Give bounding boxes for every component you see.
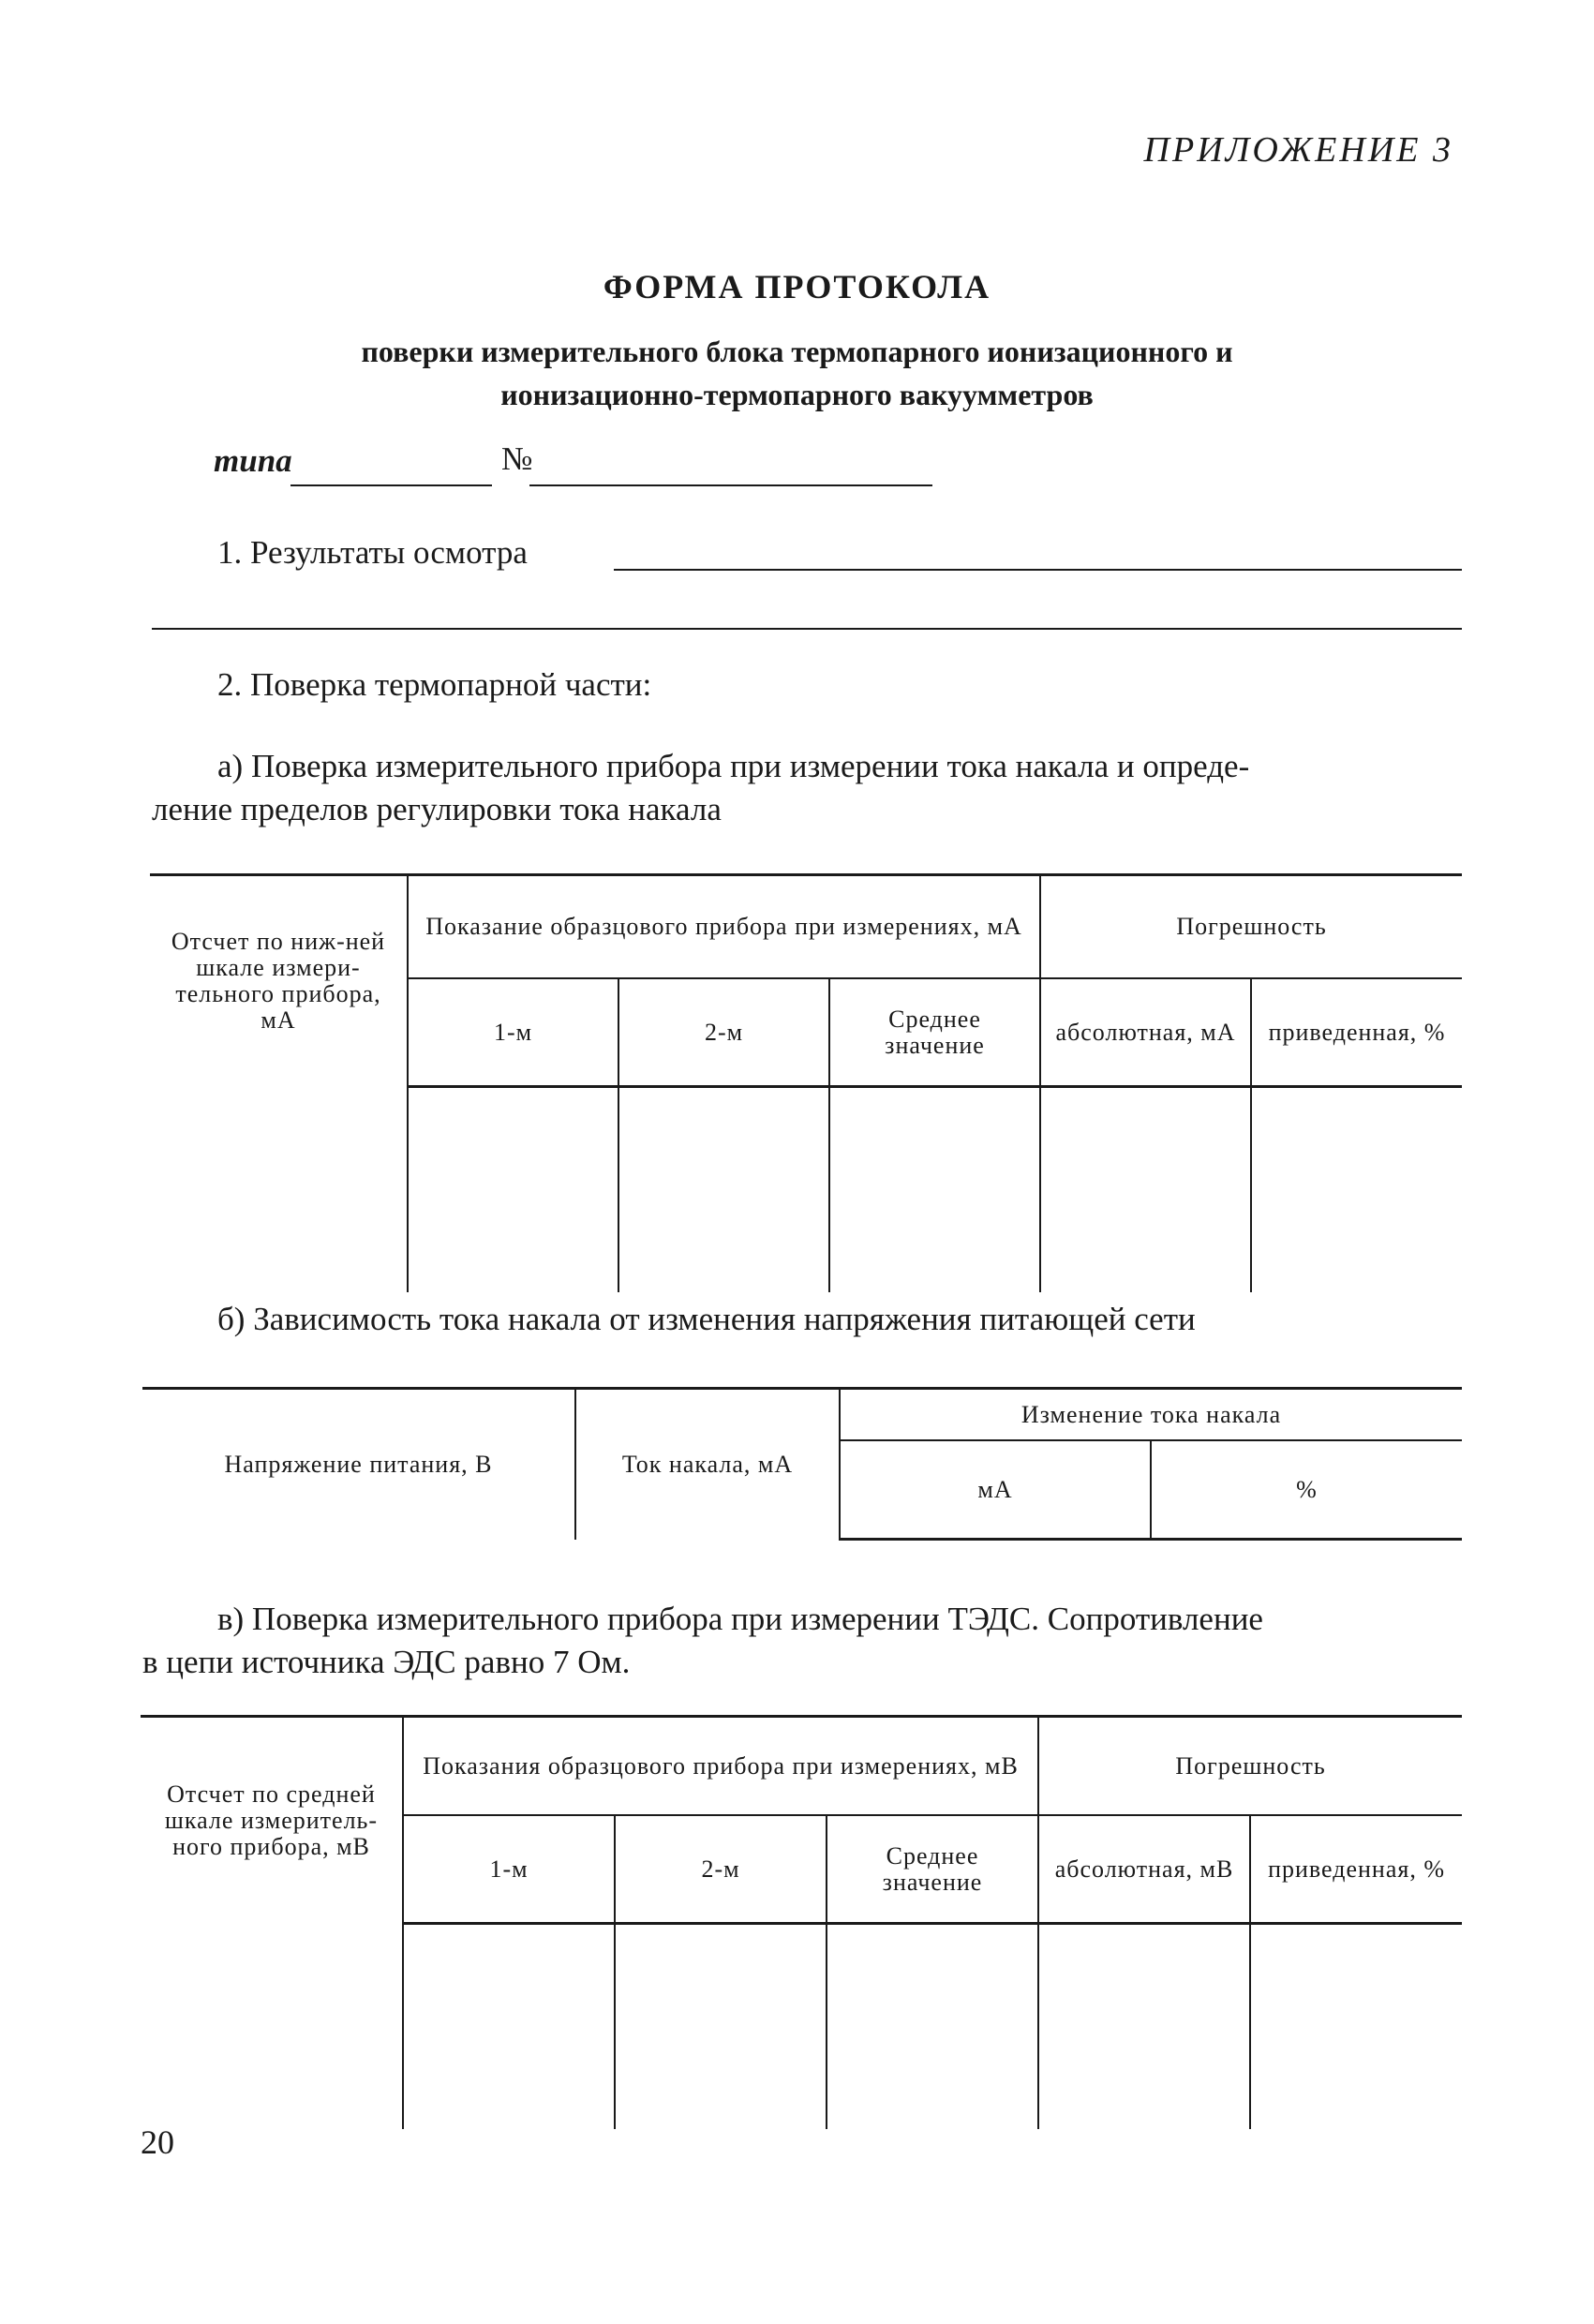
- table-a-header-absolute: абсолютная, мА: [1040, 978, 1251, 1087]
- table-b-header-current: Ток накала, мА: [575, 1389, 840, 1540]
- table-c-header-relative: приведенная, %: [1250, 1815, 1462, 1924]
- table-a-cell[interactable]: [408, 1087, 618, 1293]
- table-c-header-error-group: Погрешность: [1038, 1717, 1462, 1816]
- inspection-field-continued[interactable]: [152, 626, 1462, 630]
- table-c-header-absolute: абсолютная, мВ: [1038, 1815, 1250, 1924]
- table-b-header-percent: %: [1151, 1440, 1462, 1540]
- inspection-label: 1. Результаты осмотра: [217, 534, 528, 571]
- table-c-header-readings-group: Показания образцового прибора при измерениях, мВ: [403, 1717, 1038, 1816]
- table-a-cell[interactable]: [829, 1087, 1040, 1293]
- table-a-header-second: 2-м: [618, 978, 829, 1087]
- section-2-heading: 2. Поверка термопарной части:: [217, 666, 652, 703]
- table-a-cell[interactable]: [618, 1087, 829, 1293]
- table-c-cell[interactable]: [141, 1924, 403, 2130]
- section-c-text: [142, 1598, 1464, 1684]
- section-c-line-2: в цепи источника ЭДС равно 7 Ом.: [142, 1644, 631, 1680]
- table-a-header-first: 1-м: [408, 978, 618, 1087]
- table-a-cell[interactable]: [150, 1087, 408, 1293]
- document-subtitle: [0, 330, 1594, 416]
- table-a-header-readings-group: Показание образцового прибора при измерениях, мА: [408, 875, 1040, 979]
- type-field[interactable]: [290, 483, 492, 486]
- number-label: №: [501, 440, 533, 477]
- table-c: [141, 1715, 1462, 2129]
- table-b-header-ma: мА: [840, 1440, 1151, 1540]
- section-a-line-1: а) Поверка измерительного прибора при измерении тока накала и опреде-: [217, 748, 1250, 784]
- table-c-header-reading: Отсчет по средней шкале измеритель-ного прибора, мВ: [141, 1717, 403, 1924]
- table-b: [142, 1387, 1462, 1541]
- section-a-line-2: ление пределов регулировки тока накала: [152, 791, 722, 827]
- page-number: 20: [141, 2123, 174, 2161]
- table-a-header-mean: Среднее значение: [829, 978, 1040, 1087]
- section-a-text: [152, 745, 1464, 831]
- section-b-text: б) Зависимость тока накала от изменения напряжения питающей сети: [217, 1301, 1196, 1337]
- table-c-cell[interactable]: [1038, 1924, 1250, 2130]
- table-c-cell[interactable]: [403, 1924, 615, 2130]
- number-field[interactable]: [529, 483, 932, 486]
- table-c-cell[interactable]: [615, 1924, 827, 2130]
- table-c-cell[interactable]: [827, 1924, 1038, 2130]
- table-a-cell[interactable]: [1251, 1087, 1462, 1293]
- table-a: [150, 873, 1462, 1292]
- table-b-header-change-group: Изменение тока накала: [840, 1389, 1462, 1441]
- inspection-field[interactable]: [614, 567, 1462, 571]
- table-a-header-reading: Отсчет по ниж-ней шкале измери-тельного прибора, мА: [150, 875, 408, 1087]
- subtitle-line-2: ионизационно-термопарного вакуумметров: [500, 378, 1094, 411]
- table-a-cell[interactable]: [1040, 1087, 1251, 1293]
- appendix-label: ПРИЛОЖЕНИЕ 3: [1143, 130, 1453, 170]
- table-c-header-mean: Среднее значение: [827, 1815, 1038, 1924]
- table-b-header-voltage: Напряжение питания, В: [142, 1389, 575, 1540]
- type-label: типа: [214, 442, 292, 479]
- table-a-header-relative: приведенная, %: [1251, 978, 1462, 1087]
- table-a-header-error-group: Погрешность: [1040, 875, 1462, 979]
- section-c-line-1: в) Поверка измерительного прибора при измерении ТЭДС. Сопротивление: [217, 1601, 1263, 1637]
- table-c-header-second: 2-м: [615, 1815, 827, 1924]
- table-c-header-first: 1-м: [403, 1815, 615, 1924]
- document-title: ФОРМА ПРОТОКОЛА: [603, 268, 991, 305]
- subtitle-line-1: поверки измерительного блока термопарного ионизационного и: [361, 335, 1233, 368]
- table-c-cell[interactable]: [1250, 1924, 1462, 2130]
